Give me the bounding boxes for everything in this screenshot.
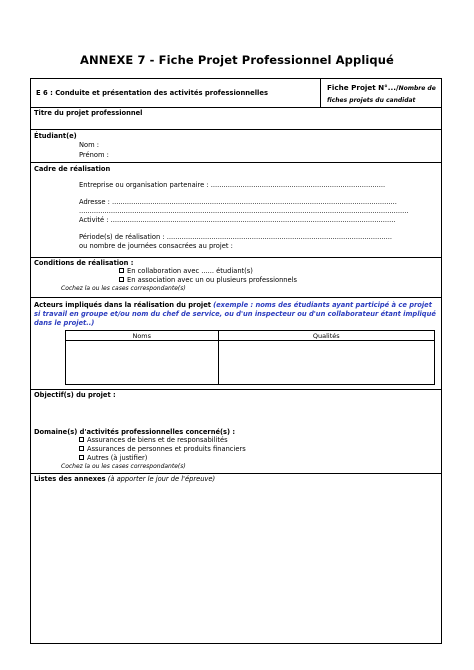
adresse-field: Adresse : ...................................................................................................................................... (79, 198, 397, 206)
objectifs-label: Objectif(s) du projet : (34, 391, 116, 399)
etudiants-label: Étudiant(e) (34, 132, 77, 140)
condition-option-1 (119, 267, 253, 275)
acteurs-noms-cell[interactable] (66, 341, 219, 385)
conditions-label: Conditions de réalisation : (34, 259, 134, 267)
domaines-label: Domaine(s) d'activités professionnelles concerné(s) : (34, 428, 236, 436)
checkbox-biens[interactable] (79, 437, 84, 442)
acteurs-heading (34, 301, 438, 328)
adresse-line2: ........................................................................................................................................................... (79, 207, 409, 215)
fiche-projet-label: Fiche Projet N°.../ (327, 83, 399, 92)
section-objectifs-domaines (30, 390, 442, 474)
annexes-label: Listes des annexes (34, 475, 106, 483)
acteurs-qualites-cell[interactable] (218, 341, 434, 385)
acteurs-label: Acteurs impliqués dans la réalisation du projet (34, 301, 211, 309)
checkbox-collaboration[interactable] (119, 268, 124, 273)
domaine-option-2 (79, 445, 246, 453)
annexes-heading (34, 475, 215, 483)
domaine-option-1 (79, 436, 228, 444)
periode-field: Période(s) de réalisation : .......................................................................................................... (79, 233, 393, 241)
domaine-option-1-label: Assurances de biens et de responsabilités (87, 436, 228, 444)
checkbox-personnes[interactable] (79, 446, 84, 451)
header-row (30, 78, 442, 108)
domaines-note: Cochez la ou les cases correspondante(s) (61, 463, 186, 470)
domaine-option-3 (79, 454, 147, 462)
col-noms: Noms (66, 331, 219, 341)
condition-option-1-label: En collaboration avec ...... étudiant(s) (127, 267, 253, 275)
acteurs-example: (exemple : noms des étudiants ayant participé à ce projet si travail en groupe et/ou nom du chef de service, ou d'un inspecteur ou d'un collaborateur étant impliqué dans le projet..) (34, 301, 436, 327)
epreuve-label: E 6 : Conduite et présentation des activités professionnelles (36, 89, 269, 97)
condition-option-2 (119, 276, 297, 284)
section-acteurs (30, 298, 442, 390)
col-qualites: Qualités (218, 331, 434, 341)
acteurs-table (65, 330, 435, 385)
prenom-field: Prénom : (79, 151, 109, 159)
document-title: ANNEXE 7 - Fiche Projet Professionnel Appliqué (80, 53, 394, 67)
checkbox-association[interactable] (119, 277, 124, 282)
entreprise-field: Entreprise ou organisation partenaire : .................................................................................. (79, 181, 386, 189)
fiche-projet-cell (321, 79, 441, 107)
section-titre-projet (30, 108, 442, 130)
cadre-label: Cadre de réalisation (34, 165, 111, 173)
annexes-note: (à apporter le jour de l'épreuve) (107, 475, 216, 483)
conditions-note: Cochez la ou les cases correspondante(s) (61, 285, 186, 292)
section-cadre (30, 163, 442, 258)
epreuve-cell (31, 79, 321, 107)
checkbox-autres[interactable] (79, 455, 84, 460)
domaine-option-2-label: Assurances de personnes et produits financiers (87, 445, 246, 453)
journees-field: ou nombre de journées consacrées au projet : (79, 242, 233, 250)
condition-option-2-label: En association avec un ou plusieurs professionnels (127, 276, 298, 284)
nom-field: Nom : (79, 141, 99, 149)
fiche-projet-note: Nombre de fiches projets du candidat (327, 85, 436, 104)
domaine-option-3-label: Autres (à justifier) (87, 454, 148, 462)
section-etudiants (30, 130, 442, 163)
section-conditions (30, 258, 442, 298)
activite-field: Activité : ...................................................................................................................................... (79, 216, 396, 224)
titre-projet-label: Titre du projet professionnel (34, 109, 143, 117)
section-annexes (30, 474, 442, 644)
